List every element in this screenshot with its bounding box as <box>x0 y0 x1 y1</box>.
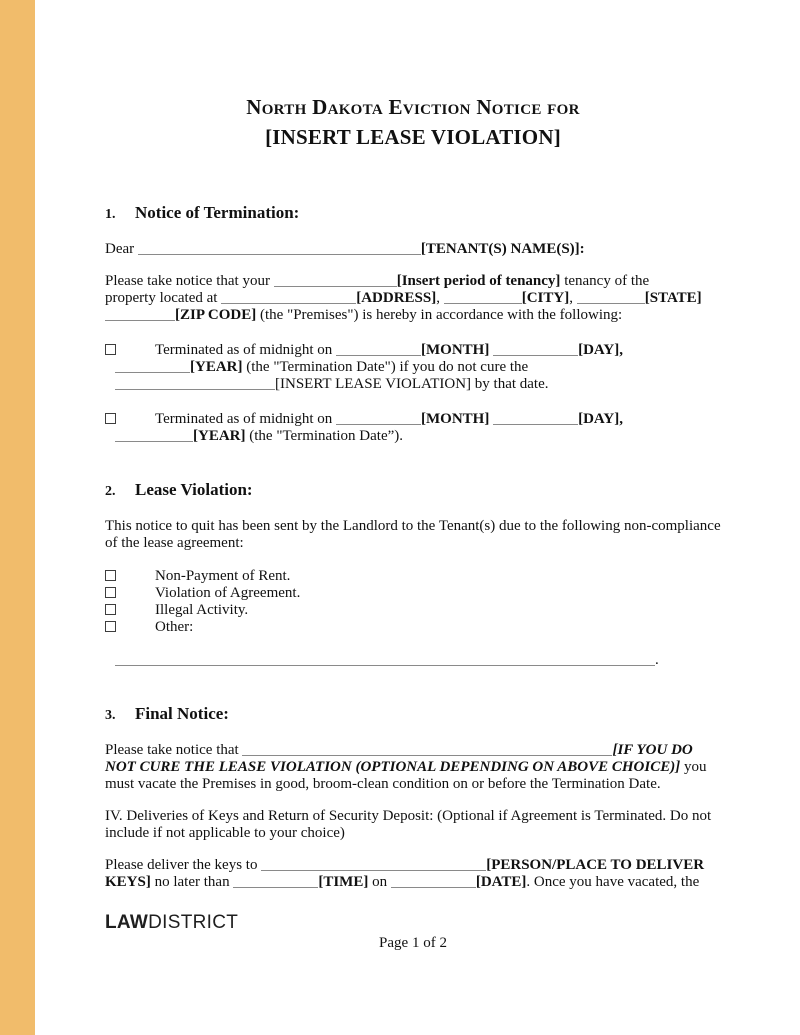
notice-intro-paragraph <box>105 273 721 324</box>
text-segment: Terminated as of midnight on <box>155 411 336 427</box>
title-line-1: North Dakota Eviction Notice for <box>246 95 580 119</box>
logo-text-regular: DISTRICT <box>148 912 239 933</box>
text-segment: KEYS] <box>105 874 151 890</box>
lawdistrict-logo <box>105 913 721 933</box>
fill-in-blank-line <box>493 344 578 356</box>
fill-in-blank-line <box>261 859 486 871</box>
text-segment: . Once you have vacated, the <box>526 874 700 890</box>
text-segment: [YEAR] <box>193 428 246 444</box>
fill-in-blank-line <box>242 744 612 756</box>
text-segment: , <box>436 290 444 306</box>
checkbox-unchecked-icon <box>105 342 155 359</box>
text-segment: property located at <box>105 290 222 306</box>
violation-option-nonpayment <box>105 568 721 585</box>
page-number: Page 1 of 2 <box>379 935 447 951</box>
title-line-2: [INSERT LEASE VIOLATION] <box>265 125 561 149</box>
text-segment: [ZIP CODE] <box>175 307 257 323</box>
violation-option-label: Non-Payment of Rent. <box>155 568 291 584</box>
section-2-heading <box>105 479 721 503</box>
violation-option-agreement <box>105 585 721 602</box>
text-segment: [DAY], <box>578 342 623 358</box>
fill-in-blank-line <box>577 292 645 304</box>
text-segment: This notice to quit has been sent by the Landlord to the Tenant(s) due to the following non-compliance of the lease agreement: <box>105 518 721 551</box>
section-1-heading <box>105 202 721 226</box>
text-segment: no later than <box>150 874 234 890</box>
section-3-heading-text: Final Notice: <box>135 704 229 723</box>
checkbox-unchecked-icon <box>105 602 155 619</box>
text-segment: on <box>368 874 391 890</box>
text-segment: [TENANT(S) NAME(S)]: <box>420 241 585 257</box>
violation-option-other <box>105 619 721 636</box>
text-segment: [MONTH] <box>421 342 490 358</box>
fill-in-blank-line <box>115 361 190 373</box>
text-segment: [YEAR] <box>190 359 243 375</box>
text-segment: NOT CURE THE LEASE VIOLATION (OPTIONAL DEPENDING ON ABOVE CHOICE)] <box>105 759 681 775</box>
document-title <box>105 92 721 152</box>
section-3-heading <box>105 703 721 727</box>
section-1-number: 1. <box>105 207 116 222</box>
section-3-number: 3. <box>105 708 116 723</box>
text-segment: [Insert period of tenancy] <box>396 273 561 289</box>
keys-deposit-note <box>105 808 721 842</box>
text-segment: [TIME] <box>318 874 369 890</box>
fill-in-blank-line <box>391 876 476 888</box>
text-segment: [DATE] <box>475 874 527 890</box>
fill-in-blank-line <box>233 876 318 888</box>
text-segment: [PERSON/PLACE TO DELIVER <box>486 857 705 873</box>
section-2-heading-text: Lease Violation: <box>135 480 253 499</box>
final-notice-paragraph <box>105 742 721 793</box>
text-segment: Terminated as of midnight on <box>155 342 336 358</box>
text-segment: [DAY], <box>578 411 623 427</box>
text-segment: [MONTH] <box>421 411 490 427</box>
logo-text-bold: LAW <box>105 912 149 933</box>
other-violation-blank-line <box>105 652 721 669</box>
termination-option-1-text <box>115 342 623 392</box>
section-1-heading-text: Notice of Termination: <box>135 203 300 222</box>
text-segment: (the "Premises") is hereby in accordance with the following: <box>256 307 623 323</box>
fill-in-blank-line <box>274 275 397 287</box>
fill-in-blank-line <box>105 309 175 321</box>
violation-type-list <box>105 568 721 636</box>
termination-option-2 <box>105 411 721 445</box>
fill-in-blank-line <box>336 344 421 356</box>
text-segment: , <box>569 290 577 306</box>
termination-option-1 <box>105 342 721 393</box>
checkbox-unchecked-icon <box>105 619 155 636</box>
fill-in-blank-line <box>336 413 421 425</box>
checkbox-unchecked-icon <box>105 568 155 585</box>
violation-option-label: Violation of Agreement. <box>155 585 301 601</box>
fill-in-blank-line <box>444 292 522 304</box>
document-page <box>105 0 721 952</box>
text-segment: Dear <box>105 241 138 257</box>
deliver-keys-paragraph <box>105 857 721 891</box>
section-2-number: 2. <box>105 484 116 499</box>
violation-option-illegal <box>105 602 721 619</box>
termination-option-2-text <box>115 411 623 444</box>
text-segment: [INSERT LEASE VIOLATION] by that date. <box>275 376 549 392</box>
text-segment: Please take notice that <box>105 742 243 758</box>
fill-in-blank-line <box>115 430 193 442</box>
violation-option-label: Illegal Activity. <box>155 602 249 618</box>
text-segment: Please take notice that your <box>105 273 274 289</box>
violation-option-label: Other: <box>155 619 194 635</box>
left-accent-stripe <box>0 0 35 1035</box>
text-segment: you <box>680 759 707 775</box>
text-segment: tenancy of the <box>560 273 650 289</box>
text-segment: (the "Termination Date”). <box>245 428 404 444</box>
fill-in-blank-line <box>115 378 275 390</box>
fill-in-blank-line <box>221 292 356 304</box>
dear-line <box>105 241 721 258</box>
text-segment: Please deliver the keys to <box>105 857 262 873</box>
page-footer <box>105 913 721 952</box>
text-segment: [CITY] <box>521 290 570 306</box>
fill-in-blank-line <box>493 413 578 425</box>
checkbox-unchecked-icon <box>105 411 155 428</box>
text-segment: IV. Deliveries of Keys and Return of Security Deposit: (Optional if Agreement is Terminated. Do not include if not applicable to your choice) <box>105 808 712 841</box>
text-segment: [STATE] <box>644 290 702 306</box>
fill-in-blank-line <box>115 654 655 666</box>
text-segment: (the "Termination Date") if you do not cure the <box>242 359 529 375</box>
fill-in-blank-line <box>138 243 421 255</box>
text-segment: . <box>655 652 659 668</box>
text-segment: [IF YOU DO <box>612 742 693 758</box>
text-segment: must vacate the Premises in good, broom-clean condition on or before the Termination Date. <box>105 776 661 792</box>
checkbox-unchecked-icon <box>105 585 155 602</box>
text-segment: [ADDRESS] <box>356 290 437 306</box>
lease-violation-intro <box>105 518 721 552</box>
